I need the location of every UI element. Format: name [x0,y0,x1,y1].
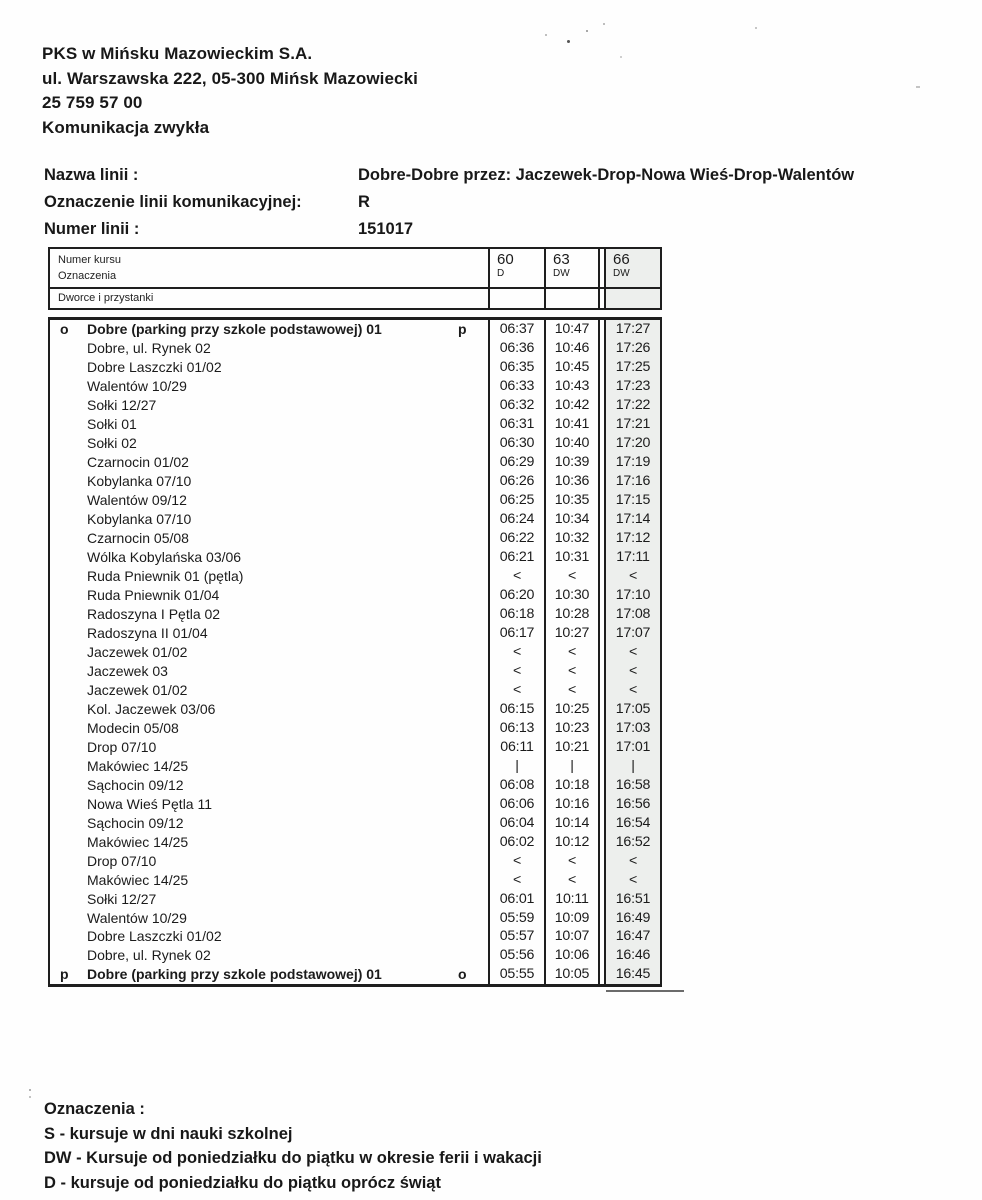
stop-name-cell [50,946,488,965]
stop-name: Czarnocin 05/08 [87,530,189,547]
stop-name: Dobre, ul. Rynek 02 [87,947,211,964]
stop-name-cell [50,889,488,908]
time-cell: < [488,851,544,870]
time-cell: 17:12 [604,529,660,548]
time-cell: 10:07 [544,927,600,946]
stop-name-cell [50,813,488,832]
time-cell: < [544,680,600,699]
line-number-value: 151017 [358,220,414,238]
time-cell: 06:31 [488,415,544,434]
time-cell: 17:27 [604,320,660,339]
time-cell: 16:56 [604,794,660,813]
time-cell: 10:46 [544,339,600,358]
time-cell: 17:22 [604,396,660,415]
timetable-row [50,624,660,643]
timetable-row [50,775,660,794]
stop-name: Sołki 02 [87,435,137,452]
scan-speck [29,1096,31,1098]
time-cell: < [604,870,660,889]
time-cell: 10:14 [544,813,600,832]
stop-name: Dobre Laszczki 01/02 [87,928,222,945]
stop-name: Jaczewek 01/02 [87,643,188,660]
stop-name: Sąchocin 09/12 [87,776,184,793]
time-cell: | [604,756,660,775]
stop-name: Ruda Pniewnik 01/04 [87,587,220,604]
time-cell: 10:28 [544,605,600,624]
timetable-body [48,317,662,987]
time-cell: < [488,661,544,680]
time-cell: 06:17 [488,624,544,643]
time-cell: 10:35 [544,491,600,510]
stop-name-cell [50,453,488,472]
arrival-marker: p [458,321,467,338]
time-cell: 10:16 [544,794,600,813]
time-cell: 10:27 [544,624,600,643]
time-cell: 10:12 [544,832,600,851]
stop-name: Wólka Kobylańska 03/06 [87,549,242,566]
scan-speck [755,27,757,29]
stop-name-cell [50,548,488,567]
time-cell: < [604,680,660,699]
timetable-row [50,889,660,908]
time-cell: | [488,756,544,775]
time-cell: < [604,661,660,680]
legend-item-dw: DW - Kursuje od poniedziałku do piątku w okresie ferii i wakacji [44,1149,542,1168]
stop-name-cell [50,661,488,680]
time-cell: 16:54 [604,813,660,832]
stop-name: Walentów 10/29 [87,378,187,395]
time-cell: 10:11 [544,889,600,908]
time-cell: 16:49 [604,908,660,927]
stop-name-cell [50,415,488,434]
time-cell: 10:47 [544,320,600,339]
stop-name: Jaczewek 03 [87,662,168,679]
stop-name-cell [50,567,488,586]
course-header-66 [604,249,660,287]
time-cell: 10:31 [544,548,600,567]
timetable-row [50,510,660,529]
stop-name-cell [50,642,488,661]
time-cell: < [488,870,544,889]
stop-name-cell [50,605,488,624]
stop-name: Dobre, ul. Rynek 02 [87,340,211,357]
stop-name-cell [50,737,488,756]
stop-name: Czarnocin 01/02 [87,454,189,471]
stop-name-cell [50,908,488,927]
line-name-row [44,162,854,189]
time-cell: 10:40 [544,434,600,453]
stop-name-cell [50,699,488,718]
stop-name-cell [50,965,488,984]
time-cell: 17:16 [604,472,660,491]
timetable-row [50,927,660,946]
time-cell: 10:41 [544,415,600,434]
departure-marker: p [60,966,69,983]
empty-course-cell [604,289,660,308]
time-cell: < [604,567,660,586]
timetable-row [50,908,660,927]
stop-name: Kobylanka 07/10 [87,511,192,528]
line-designation-label: Oznaczenie linii komunikacyjnej: [44,193,302,211]
time-cell: 06:15 [488,699,544,718]
timetable-row [50,794,660,813]
label-oznaczenia: Oznaczenia [58,270,117,282]
legend [44,1097,542,1195]
stop-name: Makówiec 14/25 [87,757,189,774]
time-cell: < [604,851,660,870]
time-cell: 17:26 [604,339,660,358]
stop-name: Kol. Jaczewek 03/06 [87,700,216,717]
line-number-row [44,216,854,243]
timetable-row [50,965,660,984]
time-cell: < [488,642,544,661]
stop-name-cell [50,794,488,813]
timetable-row [50,472,660,491]
stop-name: Ruda Pniewnik 01 (pętla) [87,568,244,585]
label-dworce-i-przystanki: Dworce i przystanki [58,292,154,304]
time-cell: 10:45 [544,358,600,377]
course-number: 60 [497,251,514,268]
line-designation-row [44,189,854,216]
timetable-row [50,870,660,889]
timetable-row [50,680,660,699]
stop-name-cell [50,851,488,870]
stop-name: Jaczewek 01/02 [87,681,188,698]
stop-name: Modecin 05/08 [87,719,179,736]
label-numer-kursu: Numer kursu [58,254,121,266]
stop-name-cell [50,434,488,453]
timetable-row [50,832,660,851]
time-cell: 17:14 [604,510,660,529]
timetable-row [50,567,660,586]
scan-speck [916,86,920,88]
scan-speck [620,56,622,58]
timetable-row [50,586,660,605]
stop-name-cell [50,775,488,794]
scan-speck [29,1089,31,1091]
time-cell: 10:06 [544,946,600,965]
departure-marker: o [60,321,69,338]
time-cell: 16:52 [604,832,660,851]
stop-name-cell [50,491,488,510]
time-cell: 06:35 [488,358,544,377]
time-cell: 06:26 [488,472,544,491]
time-cell: 17:07 [604,624,660,643]
time-cell: 06:11 [488,737,544,756]
course-number: 63 [553,251,570,268]
time-cell: 17:05 [604,699,660,718]
timetable-row [50,737,660,756]
time-cell: 17:10 [604,586,660,605]
stop-name: Dobre Laszczki 01/02 [87,359,222,376]
arrival-marker: o [458,966,467,983]
stop-name: Dobre (parking przy szkole podstawowej) 01 [87,321,382,338]
stop-name-cell [50,586,488,605]
stop-name: Makówiec 14/25 [87,871,189,888]
stop-name: Sąchocin 09/12 [87,814,184,831]
stop-name: Kobylanka 07/10 [87,473,192,490]
stop-name-cell [50,870,488,889]
time-cell: 06:04 [488,813,544,832]
header-labels [50,249,488,287]
course-header-63 [544,249,600,287]
stop-name-cell [50,358,488,377]
stop-name: Radoszyna I Pętla 02 [87,606,221,623]
time-cell: 17:08 [604,605,660,624]
time-cell: < [544,851,600,870]
time-cell: 10:05 [544,965,600,984]
time-cell: 06:18 [488,605,544,624]
time-cell: 17:15 [604,491,660,510]
stop-name: Drop 07/10 [87,738,157,755]
time-cell: 17:20 [604,434,660,453]
time-cell: 17:21 [604,415,660,434]
time-cell: 06:33 [488,377,544,396]
time-cell: 10:43 [544,377,600,396]
time-cell: 06:24 [488,510,544,529]
stop-name-cell [50,529,488,548]
stop-name-cell [50,927,488,946]
timetable-row [50,642,660,661]
empty-course-cell [488,289,544,308]
stop-name-cell [50,832,488,851]
line-number-label: Numer linii : [44,220,140,238]
time-cell: < [544,661,600,680]
time-cell: 16:58 [604,775,660,794]
time-cell: 17:03 [604,718,660,737]
timetable-row [50,548,660,567]
course-designation: DW [613,268,630,279]
legend-title: Oznaczenia : [44,1100,145,1118]
company-address: ul. Warszawska 222, 05-300 Mińsk Mazowiecki [42,68,418,88]
time-cell: 10:34 [544,510,600,529]
time-cell: < [488,567,544,586]
time-cell: 16:47 [604,927,660,946]
course-designation: DW [553,268,570,279]
course-header-60 [488,249,544,287]
stop-name-cell [50,756,488,775]
stop-name-cell [50,680,488,699]
time-cell: 05:56 [488,946,544,965]
timetable-row [50,699,660,718]
time-cell: 06:36 [488,339,544,358]
timetable-row [50,415,660,434]
time-cell: 06:32 [488,396,544,415]
time-cell: 17:01 [604,737,660,756]
timetable-row [50,358,660,377]
time-cell: < [544,567,600,586]
legend-item-d: D - kursuje od poniedziałku do piątku oprócz świąt [44,1173,441,1192]
timetable-header-course-row [50,249,660,289]
time-cell: 06:29 [488,453,544,472]
stop-name-cell [50,510,488,529]
time-cell: 10:39 [544,453,600,472]
time-cell: 06:37 [488,320,544,339]
line-name-label: Nazwa linii : [44,166,139,184]
timetable-header-stops-row [50,289,660,308]
scan-speck [545,34,547,36]
time-cell: 10:21 [544,737,600,756]
time-cell: 06:01 [488,889,544,908]
scan-speck [567,40,570,43]
time-cell: 10:09 [544,908,600,927]
time-cell: < [544,870,600,889]
timetable-row [50,377,660,396]
company-phone: 25 759 57 00 [42,93,143,113]
stop-name: Makówiec 14/25 [87,833,189,850]
timetable-row [50,453,660,472]
stop-name-cell [50,472,488,491]
time-cell: 16:45 [604,965,660,984]
time-cell: 06:20 [488,586,544,605]
time-cell: < [544,642,600,661]
time-cell: 05:57 [488,927,544,946]
time-cell: 17:19 [604,453,660,472]
timetable-row [50,946,660,965]
legend-item-s: S - kursuje w dni nauki szkolnej [44,1124,293,1143]
time-cell: 06:21 [488,548,544,567]
timetable-row [50,339,660,358]
stop-name: Dobre (parking przy szkole podstawowej) 01 [87,966,382,983]
time-cell: 10:30 [544,586,600,605]
time-cell: 06:25 [488,491,544,510]
time-cell: < [488,680,544,699]
time-cell: 10:42 [544,396,600,415]
time-cell: 06:22 [488,529,544,548]
course-designation: D [497,268,505,279]
time-cell: 10:36 [544,472,600,491]
company-name: PKS w Mińsku Mazowieckim S.A. [42,44,313,63]
time-cell: 16:46 [604,946,660,965]
timetable [48,247,662,987]
time-cell: 06:02 [488,832,544,851]
time-cell: 06:13 [488,718,544,737]
time-cell: 06:08 [488,775,544,794]
time-cell: 17:23 [604,377,660,396]
stop-name-cell [50,320,488,339]
stop-name: Sołki 01 [87,416,137,433]
stop-name-cell [50,377,488,396]
course-number: 66 [613,251,630,268]
timetable-row [50,605,660,624]
timetable-row [50,813,660,832]
timetable-row [50,491,660,510]
stop-name: Drop 07/10 [87,852,157,869]
timetable-row [50,320,660,339]
stop-name: Walentów 10/29 [87,909,187,926]
time-cell: 10:25 [544,699,600,718]
time-cell: 05:59 [488,908,544,927]
stop-name-cell [50,624,488,643]
timetable-row [50,661,660,680]
timetable-row [50,756,660,775]
stop-name: Sołki 12/27 [87,890,157,907]
company-header [42,42,418,140]
scan-line-artifact [606,990,684,992]
timetable-row [50,529,660,548]
time-cell: 06:06 [488,794,544,813]
stop-name-cell [50,718,488,737]
timetable-row [50,396,660,415]
empty-course-cell [544,289,600,308]
time-cell: < [604,642,660,661]
timetable-row [50,434,660,453]
line-info [44,162,854,243]
stop-name: Radoszyna II 01/04 [87,624,208,641]
time-cell: 17:11 [604,548,660,567]
time-cell: 06:30 [488,434,544,453]
service-type: Komunikacja zwykła [42,117,210,137]
time-cell: 10:32 [544,529,600,548]
time-cell: 10:18 [544,775,600,794]
stop-name: Sołki 12/27 [87,397,157,414]
timetable-row [50,851,660,870]
line-designation-value: R [358,193,370,211]
time-cell: 05:55 [488,965,544,984]
stop-name-cell [50,396,488,415]
time-cell: | [544,756,600,775]
time-cell: 10:23 [544,718,600,737]
timetable-header [48,247,662,310]
scan-speck [586,30,588,32]
time-cell: 17:25 [604,358,660,377]
stop-name-cell [50,339,488,358]
line-name-value: Dobre-Dobre przez: Jaczewek-Drop-Nowa Wieś-Drop-Walentów [358,166,855,184]
time-cell: 16:51 [604,889,660,908]
scan-speck [603,23,605,25]
timetable-row [50,718,660,737]
stop-name: Nowa Wieś Pętla 11 [87,795,213,812]
stop-name: Walentów 09/12 [87,492,187,509]
